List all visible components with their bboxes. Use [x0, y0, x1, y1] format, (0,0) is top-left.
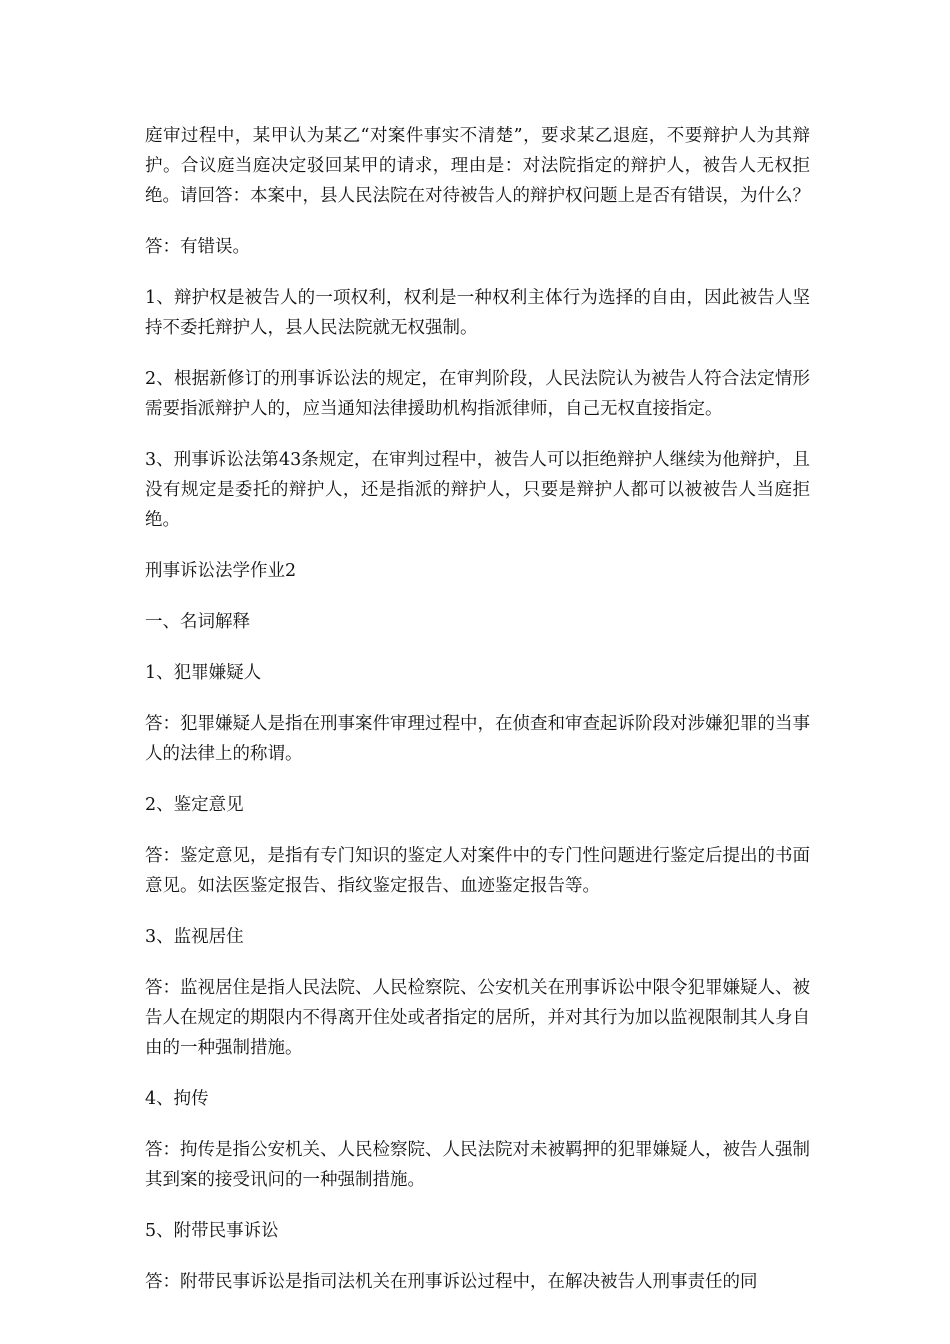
- answer-paragraph: 答：有错误。: [145, 237, 250, 257]
- answer-point-2: 2、根据新修订的刑事诉讼法的规定，在审判阶段，人民法院认为被告人符合法定情形需要指派辩护人的，应当通知法律援助机构指派律师，自己无权直接指定。: [145, 369, 810, 419]
- assignment-title: 刑事诉讼法学作业2: [145, 561, 297, 581]
- term-definition-3: 答：监视居住是指人民法院、人民检察院、公安机关在刑事诉讼中限令犯罪嫌疑人、被告人在规定的期限内不得离开住处或者指定的居所，并对其行为加以监视限制其人身自由的一种强制措施。: [145, 978, 810, 1058]
- answer-point-1: 1、辩护权是被告人的一项权利，权利是一种权利主体行为选择的自由，因此被告人坚持不委托辩护人，县人民法院就无权强制。: [145, 288, 810, 338]
- term-heading-1: 1、犯罪嫌疑人: [145, 663, 262, 683]
- term-heading-5: 5、附带民事诉讼: [145, 1221, 279, 1241]
- term-definition-5: 答：附带民事诉讼是指司法机关在刑事诉讼过程中，在解决被告人刑事责任的同: [145, 1272, 758, 1292]
- term-heading-2: 2、鉴定意见: [145, 795, 244, 815]
- term-definition-4: 答：拘传是指公安机关、人民检察院、人民法院对未被羁押的犯罪嫌疑人，被告人强制其到案的接受讯问的一种强制措施。: [145, 1140, 810, 1190]
- case-question-paragraph: 庭审过程中，某甲认为某乙“对案件事实不清楚”，要求某乙退庭，不要辩护人为其辩护。合议庭当庭决定驳回某甲的请求，理由是：对法院指定的辩护人，被告人无权拒绝。请回答：本案中，县人民法院在对待被告人的辩护权问题上是否有错误，为什么？: [145, 126, 810, 206]
- section-heading: 一、名词解释: [145, 612, 250, 632]
- answer-point-3: 3、刑事诉讼法第43条规定，在审判过程中，被告人可以拒绝辩护人继续为他辩护，且没有规定是委托的辩护人，还是指派的辩护人，只要是辩护人都可以被被告人当庭拒绝。: [145, 450, 810, 530]
- term-definition-2: 答：鉴定意见，是指有专门知识的鉴定人对案件中的专门性问题进行鉴定后提出的书面意见。如法医鉴定报告、指纹鉴定报告、血迹鉴定报告等。: [145, 846, 810, 896]
- term-definition-1: 答：犯罪嫌疑人是指在刑事案件审理过程中，在侦查和审查起诉阶段对涉嫌犯罪的当事人的法律上的称谓。: [145, 714, 810, 764]
- term-heading-3: 3、监视居住: [145, 927, 244, 947]
- document-page: [145, 121, 810, 1318]
- term-heading-4: 4、拘传: [145, 1089, 209, 1109]
